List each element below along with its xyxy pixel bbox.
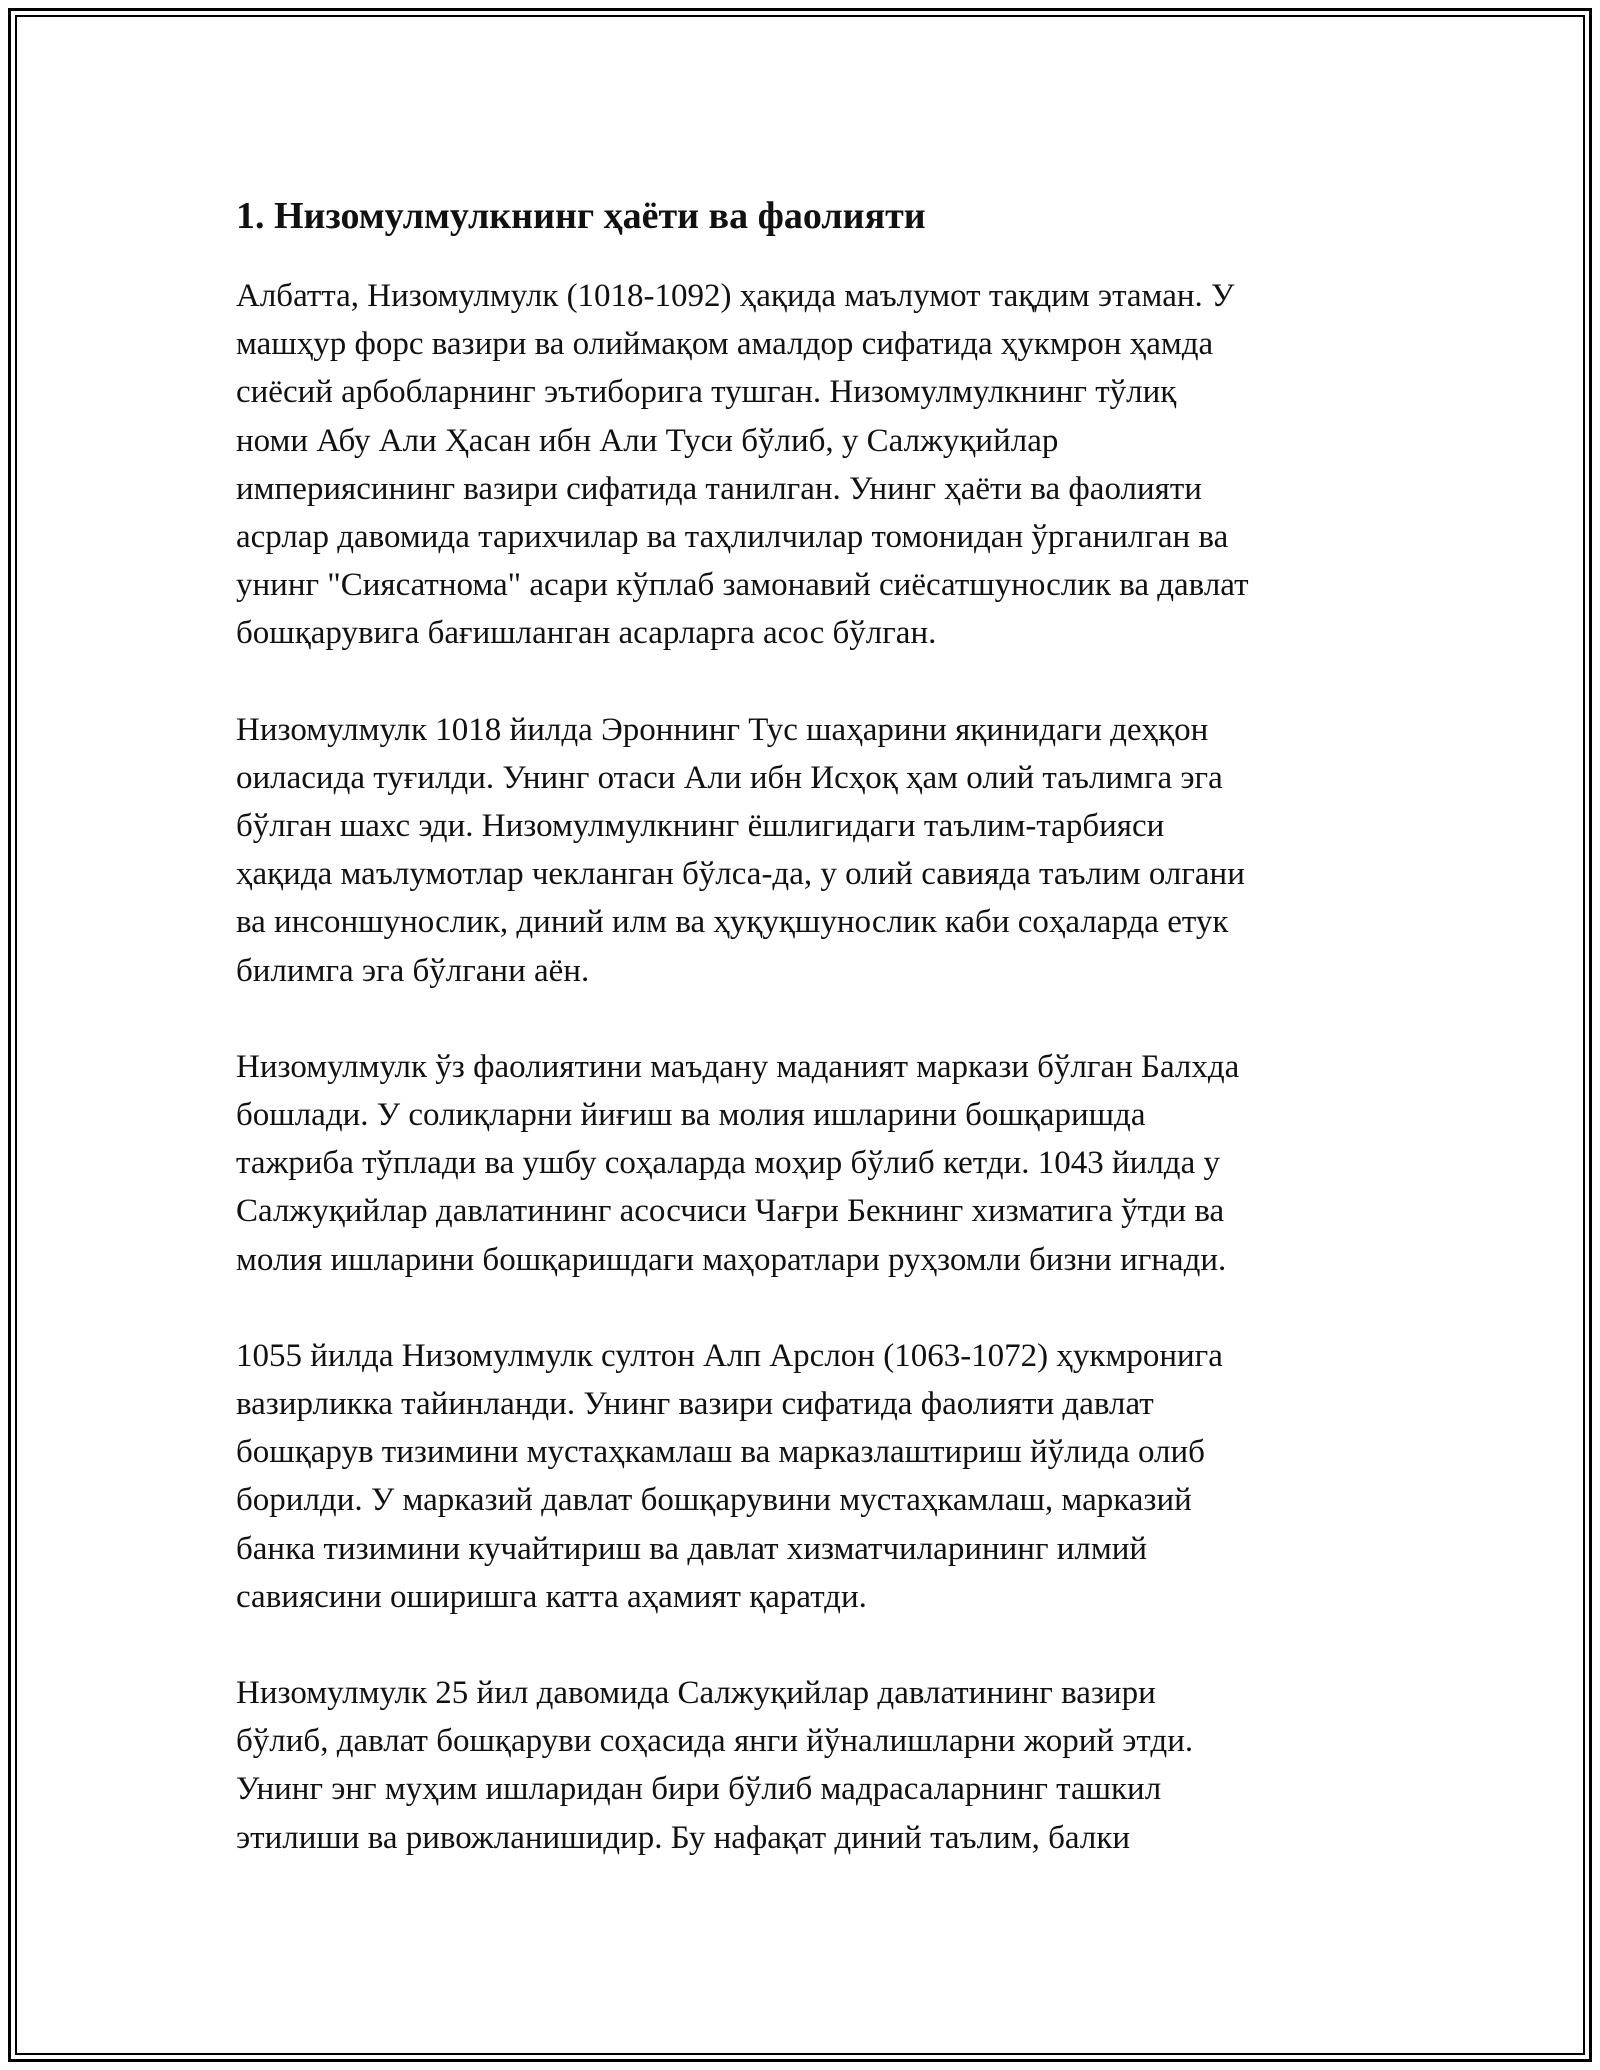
paragraph-1: Албатта, Низомулмулк (1018-1092) ҳақида маълумот тақдим этаман. У машҳур форс вазири ва олиймақом амалдор сифатида ҳукмрон ҳамда сиёсий арбобларнинг эътиборига тушган. Низомулмулкнинг тўлиқ номи Абу Али Ҳасан ибн Али Туси бўлиб, у Салжуқийлар империясининг вазири сифатида танилган. Унинг ҳаёти ва фаолияти асрлар давомида тарихчилар ва таҳлилчилар томонидан ўрганилган ва унинг "Сиясатнома" асари кўплаб замонавий сиёсатшунослик ва давлат бошқарувига бағишланган асарларга асос бўлган. [236, 278, 1249, 652]
paragraph-4: 1055 йилда Низомулмулк султон Алп Арслон (1063-1072) ҳукмронига вазирликка тайинланди. Унинг вазири сифатида фаолияти давлат бошқарув тизимини мустаҳкамлаш ва марказлаштириш йўлида олиб борилди. У марказий давлат бошқарувини мустаҳкамлаш, марказий банка тизимини кучайтириш ва давлат хизматчиларининг илмий савиясини оширишга катта аҳамият қаратди. [236, 1337, 1223, 1615]
paragraph-2: Низомулмулк 1018 йилда Эроннинг Тус шаҳарини яқинидаги деҳқон оиласида туғилди. Унинг отаси Али ибн Исҳоқ ҳам олий таълимга эга бўлган шахс эди. Низомулмулкнинг ёшлигидаги таълим-тарбияси ҳақида маълумотлар чекланган бўлса-да, у олий савияда таълим олгани ва инсоншунослик, диний илм ва ҳуқуқшунослик каби соҳаларда етук билимга эга бўлгани аён. [236, 711, 1245, 989]
section-heading: 1. Низомулмулкнинг ҳаёти ва фаолияти [236, 195, 926, 237]
paragraph-5: Низомулмулк 25 йил давомида Салжуқийлар давлатининг вазири бўлиб, давлат бошқаруви соҳасида янги йўналишларни жорий этди. Унинг энг муҳим ишларидан бири бўлиб мадрасаларнинг ташкил этилиши ва ривожланишидир. Бу нафақат диний таълим, балки [236, 1675, 1194, 1856]
paragraph-3: Низомулмулк ўз фаолиятини маъдану маданият маркази бўлган Балхда бошлади. У солиқларни йиғиш ва молия ишларини бошқаришда тажриба тўплади ва ушбу соҳаларда моҳир бўлиб кетди. 1043 йилда у Салжуқийлар давлатининг асосчиси Чағри Бекнинг хизматига ўтди ва молия ишларини бошқаришдаги маҳоратлари руҳзомли бизни игнади. [236, 1048, 1240, 1278]
document-body [236, 186, 1386, 1910]
